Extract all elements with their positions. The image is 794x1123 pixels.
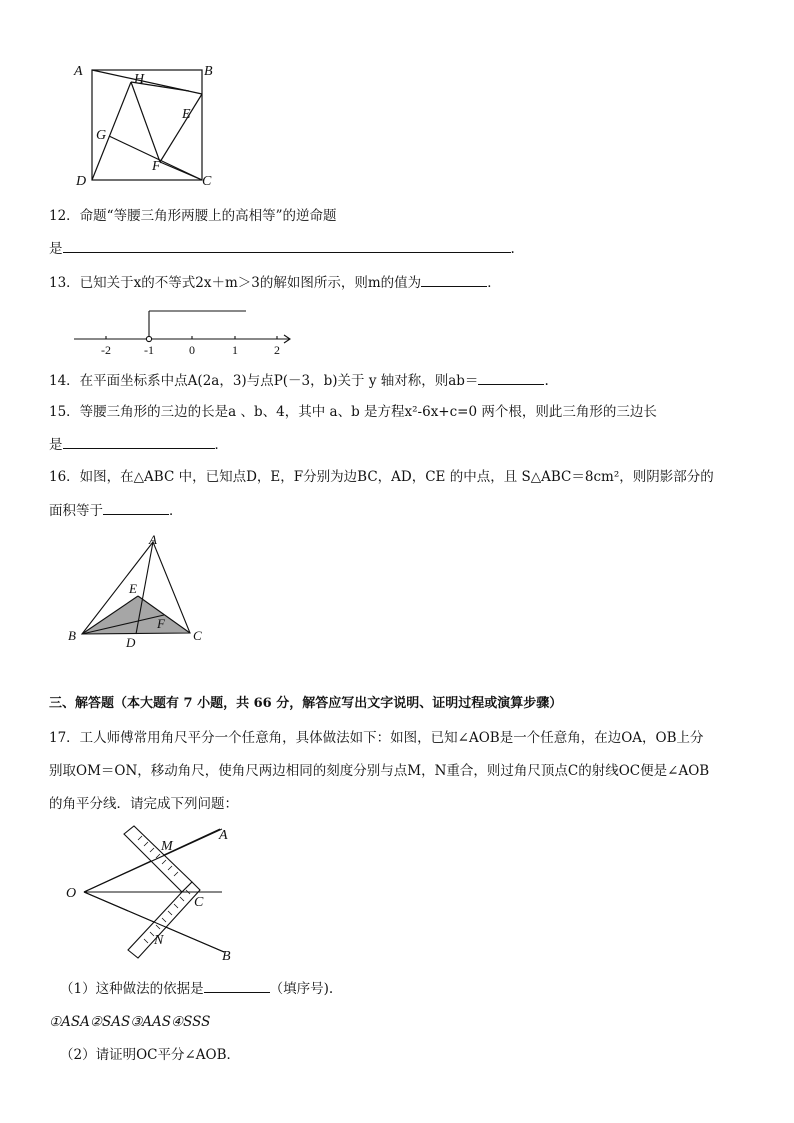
q16-prefix: 面积等于 <box>49 503 103 519</box>
triangle-figure <box>62 530 212 650</box>
q17-part1-suffix: （填序号). <box>269 981 334 997</box>
q17-line2: 别取OM＝ON，移动角尺，使角尺两边相同的刻度分别与点M，N重合，则过角尺顶点C的射线OC便是∠AOB <box>49 763 710 779</box>
label-E: E <box>129 581 137 596</box>
label-A: A <box>74 64 83 79</box>
q14-text: 14．在平面坐标系中点A(2a，3)与点P(－3，b)关于 y 轴对称，则ab＝ <box>49 373 479 389</box>
label-B: B <box>68 628 76 643</box>
q17-options: ①ASA②SAS③AAS④SSS <box>49 1014 211 1030</box>
label-B: B <box>204 64 213 79</box>
q17-part2: （2）请证明OC平分∠AOB． <box>60 1047 241 1063</box>
label-F: F <box>157 616 165 631</box>
tick-label: 0 <box>189 343 195 357</box>
open-point <box>146 336 151 341</box>
number-line-figure <box>70 303 300 359</box>
q15-prefix: 是 <box>49 437 63 453</box>
q13-text: 13．已知关于x的不等式2x＋m＞3的解如图所示，则m的值为 <box>49 275 422 291</box>
q15-suffix: ． <box>214 437 228 453</box>
tick-label: -2 <box>101 343 111 357</box>
q16-line1: 16．如图，在△ABC 中，已知点D，E，F分别为边BC，AD，CE 的中点，且 S△ABC＝8cm²，则阴影部分的 <box>49 469 714 485</box>
q17-part1 <box>60 978 333 999</box>
q17-line3: 的角平分线．请完成下列问题： <box>49 796 238 812</box>
section-heading: 三、解答题（本大题有 7 小题，共 66 分，解答应写出文字说明、证明过程或演算步骤） <box>49 696 563 711</box>
label-A: A <box>219 828 228 843</box>
tick-label: 2 <box>274 343 280 357</box>
label-F: F <box>152 159 161 174</box>
q17-part1-text: （1）这种做法的依据是 <box>60 981 204 997</box>
q14-suffix: . <box>544 373 549 389</box>
q16-line2 <box>49 500 183 521</box>
q12-suffix: . <box>510 241 515 257</box>
q12-line1: 12．命题“等腰三角形两腰上的高相等”的逆命题 <box>49 208 337 224</box>
q15-answer-blank[interactable] <box>63 434 215 449</box>
q14-line <box>49 370 549 391</box>
shaded-region <box>82 596 190 634</box>
q16-answer-blank[interactable] <box>103 500 169 515</box>
label-O: O <box>66 886 77 901</box>
square-figure <box>68 58 228 193</box>
q15-line2 <box>49 434 228 455</box>
q13-suffix: ． <box>487 275 501 291</box>
label-A: A <box>149 532 157 547</box>
ruler-upper-arm <box>124 826 192 892</box>
label-C: C <box>202 174 212 189</box>
label-D: D <box>76 174 87 189</box>
q17-line1: 17．工人师傅常用角尺平分一个任意角，具体做法如下：如图，已知∠AOB是一个任意角，在边OA，OB上分 <box>49 730 704 746</box>
q14-answer-blank[interactable] <box>478 370 544 385</box>
label-G: G <box>96 128 107 143</box>
angle-bisector-figure <box>62 822 247 970</box>
q15-line1: 15．等腰三角形的三边的长是a 、b、4，其中 a、b 是方程x²-6x+c=0 两个根，则此三角形的三边长 <box>49 404 657 420</box>
label-M: M <box>161 839 173 854</box>
q12-line2 <box>49 238 515 259</box>
tick-label: 1 <box>232 343 238 357</box>
q16-suffix: ． <box>169 503 183 519</box>
q13-line <box>49 272 501 293</box>
q12-answer-blank[interactable] <box>63 238 511 253</box>
q12-prefix: 是 <box>49 241 63 257</box>
label-H: H <box>134 72 145 87</box>
q13-answer-blank[interactable] <box>421 272 487 287</box>
tick-label: -1 <box>144 343 154 357</box>
q17-answer-blank[interactable] <box>204 978 270 993</box>
label-E: E <box>182 107 191 122</box>
label-D: D <box>126 635 136 650</box>
label-B: B <box>222 949 231 964</box>
label-C: C <box>193 628 202 643</box>
label-C: C <box>194 895 204 910</box>
label-N: N <box>154 933 164 948</box>
